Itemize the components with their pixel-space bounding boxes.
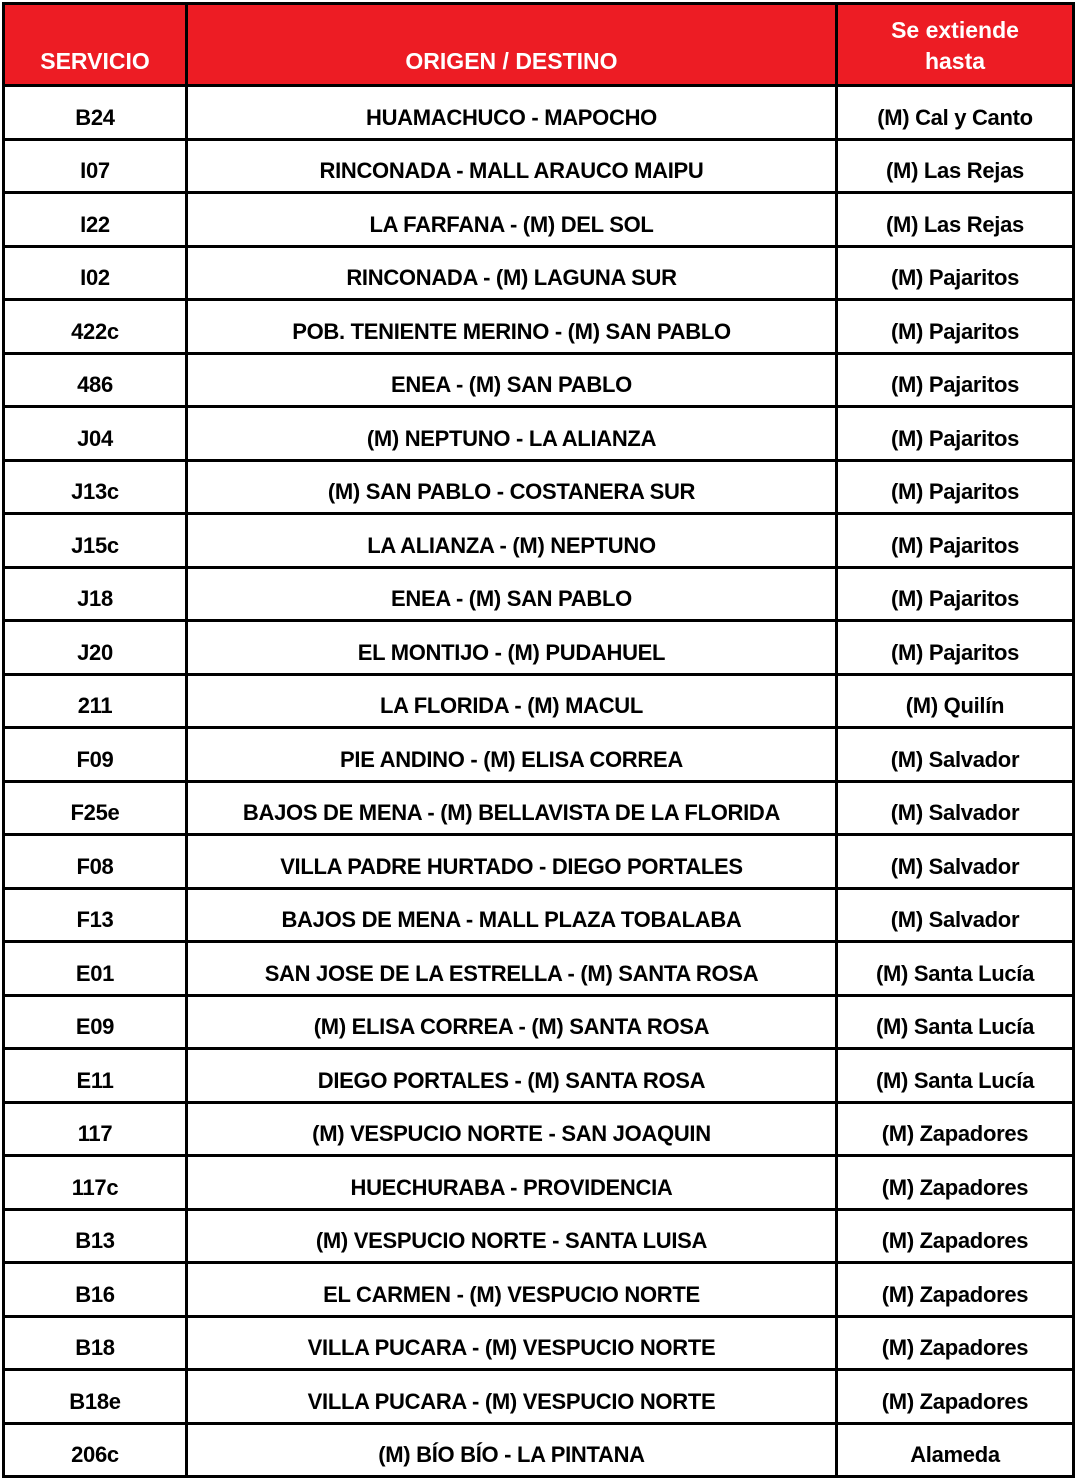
table-row <box>4 353 1074 407</box>
table-row <box>4 460 1074 514</box>
origen-destino-cell: DIEGO PORTALES - (M) SANTA ROSA <box>187 1049 837 1103</box>
origen-destino-cell: RINCONADA - (M) LAGUNA SUR <box>187 246 837 300</box>
bus-services-table <box>2 2 1075 1478</box>
origen-destino-cell: EL MONTIJO - (M) PUDAHUEL <box>187 621 837 675</box>
extiende-hasta-cell: (M) Cal y Canto <box>837 86 1074 140</box>
table-row <box>4 1316 1074 1370</box>
servicio-cell: F09 <box>4 728 187 782</box>
extiende-hasta-cell: (M) Pajaritos <box>837 460 1074 514</box>
extiende-hasta-cell: (M) Zapadores <box>837 1156 1074 1210</box>
origen-destino-cell: POB. TENIENTE MERINO - (M) SAN PABLO <box>187 300 837 354</box>
table-row <box>4 193 1074 247</box>
table-row <box>4 1370 1074 1424</box>
table-row <box>4 1263 1074 1317</box>
extiende-hasta-cell: (M) Zapadores <box>837 1209 1074 1263</box>
servicio-cell: J18 <box>4 567 187 621</box>
origen-destino-cell: (M) ELISA CORREA - (M) SANTA ROSA <box>187 995 837 1049</box>
table-row <box>4 621 1074 675</box>
servicio-cell: E09 <box>4 995 187 1049</box>
servicio-cell: 211 <box>4 674 187 728</box>
table-row <box>4 407 1074 461</box>
extiende-hasta-cell: (M) Santa Lucía <box>837 942 1074 996</box>
extiende-hasta-cell: (M) Salvador <box>837 835 1074 889</box>
origen-destino-cell: SAN JOSE DE LA ESTRELLA - (M) SANTA ROSA <box>187 942 837 996</box>
servicio-cell: I02 <box>4 246 187 300</box>
origen-destino-cell: ENEA - (M) SAN PABLO <box>187 567 837 621</box>
extiende-hasta-cell: (M) Pajaritos <box>837 621 1074 675</box>
table-row <box>4 995 1074 1049</box>
extiende-hasta-cell: Alameda <box>837 1423 1074 1477</box>
table-row <box>4 674 1074 728</box>
servicio-cell: B13 <box>4 1209 187 1263</box>
extiende-hasta-cell: (M) Pajaritos <box>837 246 1074 300</box>
servicio-cell: B16 <box>4 1263 187 1317</box>
servicio-cell: F13 <box>4 888 187 942</box>
table-row <box>4 514 1074 568</box>
extiende-hasta-cell: (M) Salvador <box>837 781 1074 835</box>
servicio-cell: I07 <box>4 139 187 193</box>
table-row <box>4 300 1074 354</box>
origen-destino-cell: BAJOS DE MENA - (M) BELLAVISTA DE LA FLORIDA <box>187 781 837 835</box>
extiende-hasta-cell: (M) Pajaritos <box>837 514 1074 568</box>
servicio-cell: 422c <box>4 300 187 354</box>
extiende-hasta-cell: (M) Santa Lucía <box>837 1049 1074 1103</box>
origen-destino-cell: BAJOS DE MENA - MALL PLAZA TOBALABA <box>187 888 837 942</box>
servicio-cell: 486 <box>4 353 187 407</box>
origen-destino-cell: LA FARFANA - (M) DEL SOL <box>187 193 837 247</box>
origen-destino-cell: HUAMACHUCO - MAPOCHO <box>187 86 837 140</box>
origen-destino-cell: (M) SAN PABLO - COSTANERA SUR <box>187 460 837 514</box>
table-row <box>4 1102 1074 1156</box>
extiende-hasta-cell: (M) Pajaritos <box>837 353 1074 407</box>
servicio-cell: F25e <box>4 781 187 835</box>
extiende-hasta-cell: (M) Quilín <box>837 674 1074 728</box>
servicio-cell: J13c <box>4 460 187 514</box>
extiende-hasta-cell: (M) Santa Lucía <box>837 995 1074 1049</box>
origen-destino-cell: LA ALIANZA - (M) NEPTUNO <box>187 514 837 568</box>
origen-destino-cell: EL CARMEN - (M) VESPUCIO NORTE <box>187 1263 837 1317</box>
origen-destino-cell: LA FLORIDA - (M) MACUL <box>187 674 837 728</box>
table-row <box>4 86 1074 140</box>
servicio-cell: 206c <box>4 1423 187 1477</box>
origen-destino-cell: (M) BÍO BÍO - LA PINTANA <box>187 1423 837 1477</box>
table-header <box>4 4 1074 86</box>
extiende-hasta-cell: (M) Zapadores <box>837 1102 1074 1156</box>
extiende-hasta-cell: (M) Zapadores <box>837 1263 1074 1317</box>
table-row <box>4 781 1074 835</box>
table-row <box>4 139 1074 193</box>
header-servicio: SERVICIO <box>4 4 187 86</box>
table-row <box>4 1156 1074 1210</box>
extiende-hasta-cell: (M) Zapadores <box>837 1316 1074 1370</box>
table-body <box>4 86 1074 1477</box>
servicio-cell: J20 <box>4 621 187 675</box>
servicio-cell: 117c <box>4 1156 187 1210</box>
servicio-cell: 117 <box>4 1102 187 1156</box>
table-row <box>4 888 1074 942</box>
header-origen-destino: ORIGEN / DESTINO <box>187 4 837 86</box>
header-extiende-hasta <box>837 4 1074 86</box>
table-row <box>4 567 1074 621</box>
header-extiende-hasta-label: Se extiende hasta <box>891 17 1019 74</box>
extiende-hasta-cell: (M) Salvador <box>837 728 1074 782</box>
extiende-hasta-cell: (M) Pajaritos <box>837 567 1074 621</box>
origen-destino-cell: ENEA - (M) SAN PABLO <box>187 353 837 407</box>
extiende-hasta-cell: (M) Las Rejas <box>837 139 1074 193</box>
header-row <box>4 4 1074 86</box>
origen-destino-cell: (M) VESPUCIO NORTE - SAN JOAQUIN <box>187 1102 837 1156</box>
origen-destino-cell: VILLA PADRE HURTADO - DIEGO PORTALES <box>187 835 837 889</box>
servicio-cell: E11 <box>4 1049 187 1103</box>
table-row <box>4 942 1074 996</box>
origen-destino-cell: (M) VESPUCIO NORTE - SANTA LUISA <box>187 1209 837 1263</box>
table-row <box>4 835 1074 889</box>
table-row <box>4 1209 1074 1263</box>
servicio-cell: B24 <box>4 86 187 140</box>
origen-destino-cell: RINCONADA - MALL ARAUCO MAIPU <box>187 139 837 193</box>
servicio-cell: B18e <box>4 1370 187 1424</box>
origen-destino-cell: (M) NEPTUNO - LA ALIANZA <box>187 407 837 461</box>
origen-destino-cell: HUECHURABA - PROVIDENCIA <box>187 1156 837 1210</box>
origen-destino-cell: VILLA PUCARA - (M) VESPUCIO NORTE <box>187 1316 837 1370</box>
servicio-cell: J15c <box>4 514 187 568</box>
table-row <box>4 246 1074 300</box>
extiende-hasta-cell: (M) Pajaritos <box>837 300 1074 354</box>
servicio-cell: J04 <box>4 407 187 461</box>
extiende-hasta-cell: (M) Salvador <box>837 888 1074 942</box>
table-row <box>4 1423 1074 1477</box>
extiende-hasta-cell: (M) Zapadores <box>837 1370 1074 1424</box>
origen-destino-cell: VILLA PUCARA - (M) VESPUCIO NORTE <box>187 1370 837 1424</box>
table-row <box>4 728 1074 782</box>
table-row <box>4 1049 1074 1103</box>
servicio-cell: E01 <box>4 942 187 996</box>
extiende-hasta-cell: (M) Las Rejas <box>837 193 1074 247</box>
servicio-cell: F08 <box>4 835 187 889</box>
servicio-cell: B18 <box>4 1316 187 1370</box>
origen-destino-cell: PIE ANDINO - (M) ELISA CORREA <box>187 728 837 782</box>
servicio-cell: I22 <box>4 193 187 247</box>
extiende-hasta-cell: (M) Pajaritos <box>837 407 1074 461</box>
